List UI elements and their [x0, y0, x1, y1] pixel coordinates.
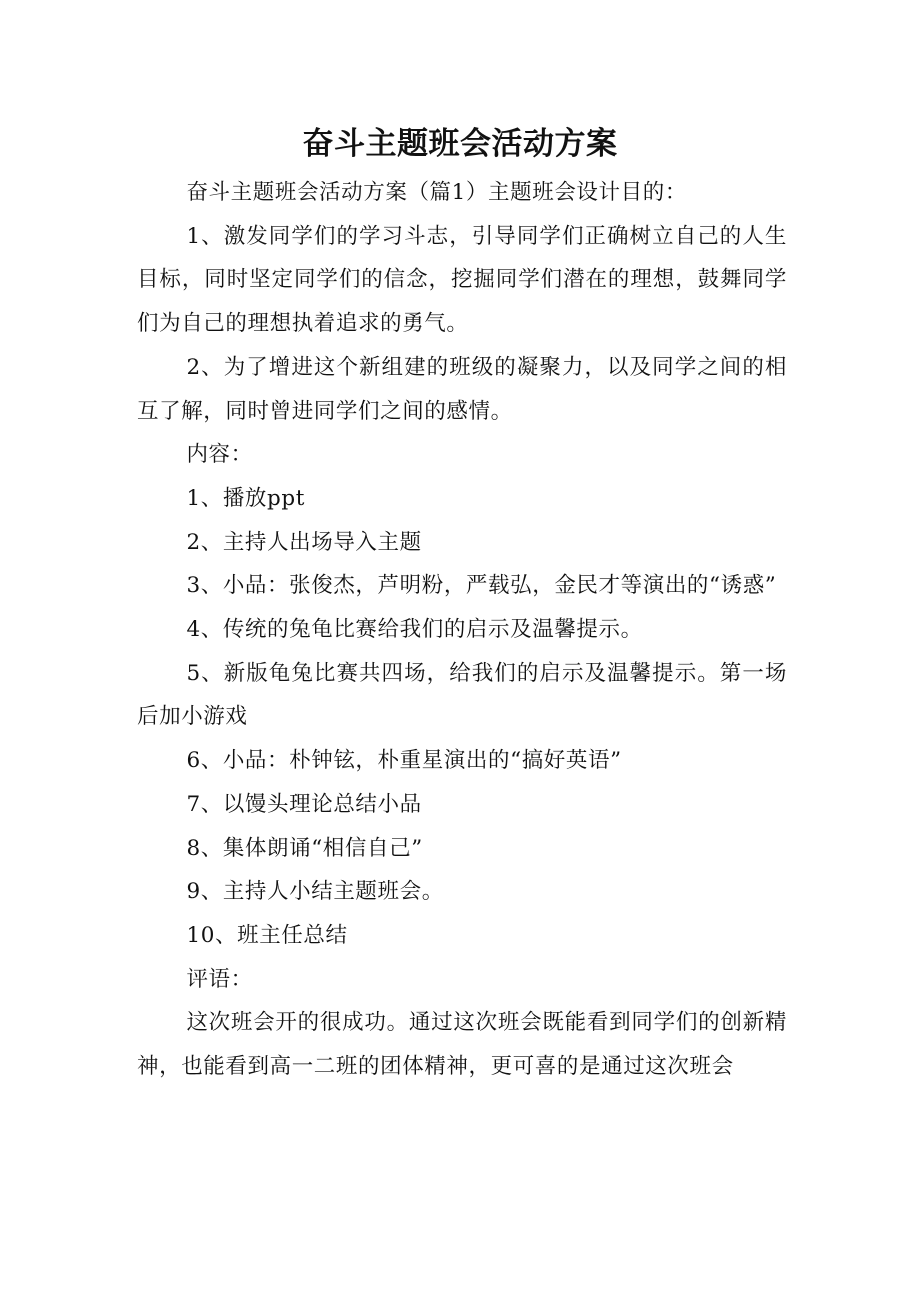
content-item-6: 6、小品：朴钟铉，朴重星演出的“搞好英语”: [186, 748, 622, 774]
content-heading: 内容：: [186, 442, 253, 468]
comment-heading: 评语：: [186, 966, 253, 992]
goal-item-1: 1、激发同学们的学习斗志，引导同学们正确树立自己的人生目标，同时坚定同学们的信念，挖掘同学们潜在的理想，鼓舞同学们为自己的理想执着追求的勇气。: [137, 223, 787, 337]
content-item-7: 7、以馒头理论总结小品: [186, 791, 422, 817]
goal-item-2: 2、为了增进这个新组建的班级的凝聚力，以及同学之间的相互了解，同时曾进同学们之间的感情。: [137, 354, 787, 424]
document-body: [137, 171, 787, 1089]
content-item-9: 9、主持人小结主题班会。: [186, 879, 444, 905]
content-item-2: 2、主持人出场导入主题: [186, 529, 422, 555]
comment-paragraph: 这次班会开的很成功。通过这次班会既能看到同学们的创新精神，也能看到高一二班的团体精神，更可喜的是通过这次班会: [137, 1010, 787, 1080]
document-title: 奋斗主题班会活动方案: [302, 126, 618, 162]
content-item-10: 10、班主任总结: [186, 922, 348, 948]
content-item-8: 8、集体朗诵“相信自己”: [186, 835, 423, 861]
intro-paragraph: 奋斗主题班会活动方案（篇1）主题班会设计目的：: [186, 180, 687, 205]
content-item-1: 1、播放ppt: [186, 485, 305, 511]
content-item-5: 5、新版龟兔比赛共四场，给我们的启示及温馨提示。第一场后加小游戏: [137, 660, 787, 730]
content-item-3: 3、小品：张俊杰，芦明粉，严载弘，金民才等演出的“诱惑”: [186, 573, 777, 599]
content-item-4: 4、传统的兔龟比赛给我们的启示及温馨提示。: [186, 617, 643, 643]
